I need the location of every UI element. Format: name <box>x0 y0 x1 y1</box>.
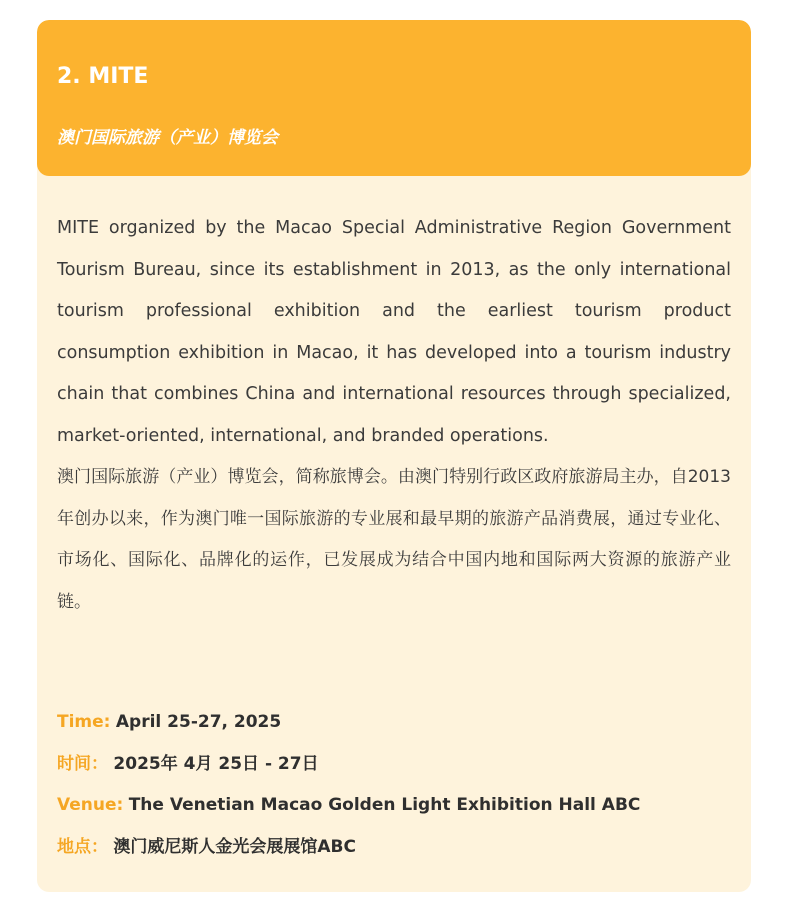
exhibition-card <box>37 20 751 892</box>
venue-english-row <box>57 793 737 817</box>
time-chinese-label: 时间： <box>57 754 108 774</box>
card-header <box>37 20 751 176</box>
time-english-label: Time: <box>57 712 111 732</box>
time-english-row <box>57 710 737 734</box>
exhibition-title: 2. MITE <box>57 64 149 89</box>
description-chinese: 澳门国际旅游（产业）博览会，简称旅博会。由澳门特别行政区政府旅游局主办，自2013年创办以来，作为澳门唯一国际旅游的专业展和最早期的旅游产品消费展，通过专业化、市场化、国际化、品牌化的运作，已发展成为结合中国内地和国际两大资源的旅游产业链。 <box>57 467 731 612</box>
exhibition-description <box>57 208 731 623</box>
description-english: MITE organized by the Macao Special Administrative Region Government Tourism Bureau, since its establishment in 2013, as the only international tourism professional exhibition and the earliest tourism product consumption exhibition in Macao, it has developed into a tourism industry chain that combines China and international resources through specialized, market-oriented, international, and branded operations. <box>57 218 731 446</box>
time-english-value: April 25-27, 2025 <box>115 712 282 732</box>
venue-chinese-label: 地点： <box>57 837 108 857</box>
exhibition-subtitle-chinese: 澳门国际旅游（产业）博览会 <box>57 128 278 148</box>
time-chinese-value: 2025年 4月 25日 - 27日 <box>113 754 319 774</box>
venue-chinese-value: 澳门威尼斯人金光会展展馆ABC <box>113 837 356 857</box>
venue-english-label: Venue: <box>57 795 124 815</box>
venue-chinese-row <box>57 835 737 859</box>
venue-english-value: The Venetian Macao Golden Light Exhibition Hall ABC <box>128 795 641 815</box>
time-chinese-row <box>57 752 737 776</box>
